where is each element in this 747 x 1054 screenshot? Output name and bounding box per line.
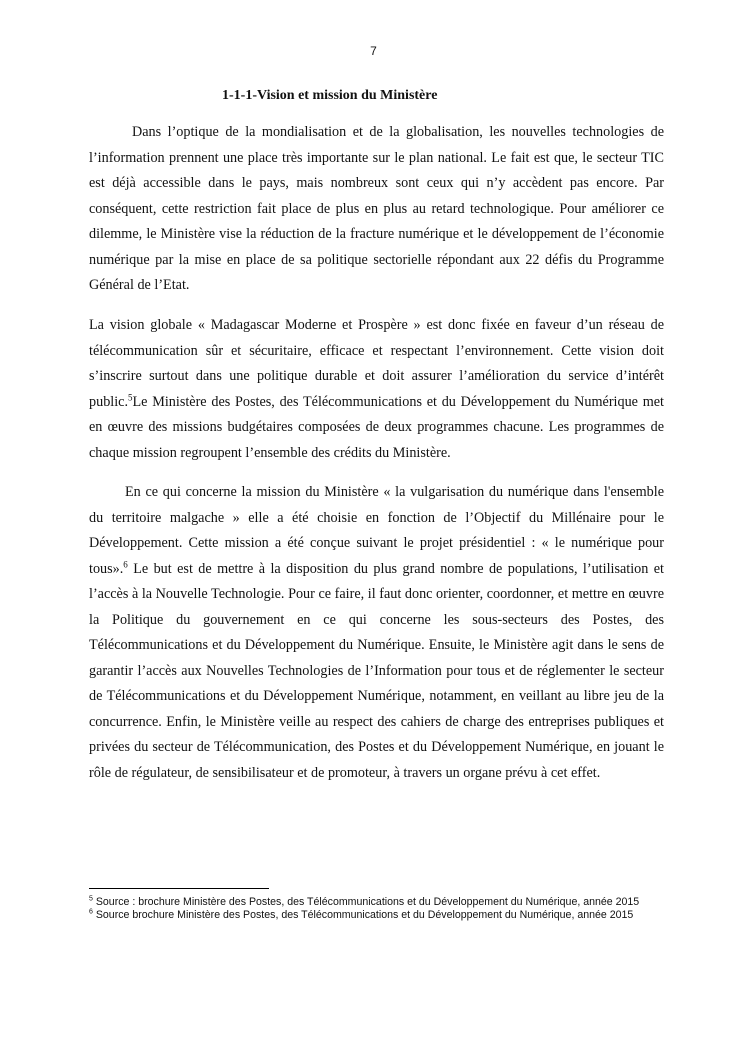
paragraph-3-text-before: En ce qui concerne la mission du Ministère « la vulgarisation du numérique dans l'ensemble du territoire malgache » elle a été choisie en fonction de l’Objectif du Millénaire pour le Développement. Cette mission a été conçue suivant le projet présidentiel : « le numérique pour tous».: [89, 484, 664, 577]
paragraph-3: [89, 480, 664, 786]
footnotes: [89, 896, 664, 921]
paragraph-1: Dans l’optique de la mondialisation et de la globalisation, les nouvelles technologies de l’information prennent une place très importante sur le plan national. Le fait est que, le secteur TIC est déjà accessible dans le pays, mais nombreux sont ceux qui n’y accèdent pas encore. Par conséquent, cette restriction fait place de plus en plus au retard technologique. Pour améliorer ce dilemme, le Ministère vise la réduction de la fracture numérique et le développement de l’économie numérique par la mise en place de sa politique sectorielle répondant aux 22 défis du Programme Général de l’Etat.: [89, 124, 664, 293]
footnote-5-text: Source : brochure Ministère des Postes, des Télécommunications et du Développement du Numérique, année 2015: [92, 896, 640, 908]
paragraph-2: [89, 313, 664, 466]
section-heading: 1-1-1-Vision et mission du Ministère: [222, 88, 438, 103]
page-number: 7: [370, 44, 377, 58]
footnote-ref-5: 5: [128, 391, 133, 402]
footnote-6-number: 6: [89, 907, 93, 915]
footnote-5-number: 5: [89, 895, 93, 903]
footnote-6: [89, 909, 664, 922]
paragraph-3-text-after: Le but est de mettre à la disposition du plus grand nombre de populations, l’utilisation et l’accès à la Nouvelle Technologie. Pour ce faire, il faut donc orienter, coordonner, et mettre en œuvre la Politique du gouvernement en ce qui concerne les sous-secteurs des Postes, des Télécommunications et du Développement du Numérique. Ensuite, le Ministère agit dans le sens de garantir l’accès aux Nouvelles Technologies de l’Information pour tous et de réglementer le secteur de Télécommunications et du Développement Numérique, notamment, en veillant au libre jeu de la concurrence. Enfin, le Ministère veille au respect des cahiers de charge des entreprises publiques et privées du secteur de Télécommunication, des Postes et du Développement Numérique, en jouant le rôle de régulateur, de sensibilisateur et de promoteur, à travers un organe prévu à cet effet.: [89, 560, 664, 781]
paragraph-2-text-before: La vision globale « Madagascar Moderne et Prospère » est donc fixée en faveur d’un réseau de télécommunication sûr et sécuritaire, efficace et respectant l’environnement. Cette vision doit s’inscrire surtout dans une politique durable et doit assurer l’amélioration du service d’intérêt public.: [89, 317, 664, 410]
paragraph-2-text-after: Le Ministère des Postes, des Télécommunications et du Développement du Numérique met en œuvre des missions budgétaires composées de deux programmes chacune. Les programmes de chaque mission regroupent l’ensemble des crédits du Ministère.: [89, 393, 664, 461]
footnote-separator: [89, 888, 269, 889]
footnote-6-text: Source brochure Ministère des Postes, des Télécommunications et du Développement du Numérique, année 2015: [92, 908, 634, 921]
footnote-5: [89, 896, 664, 909]
footnote-ref-6: 6: [123, 558, 128, 569]
